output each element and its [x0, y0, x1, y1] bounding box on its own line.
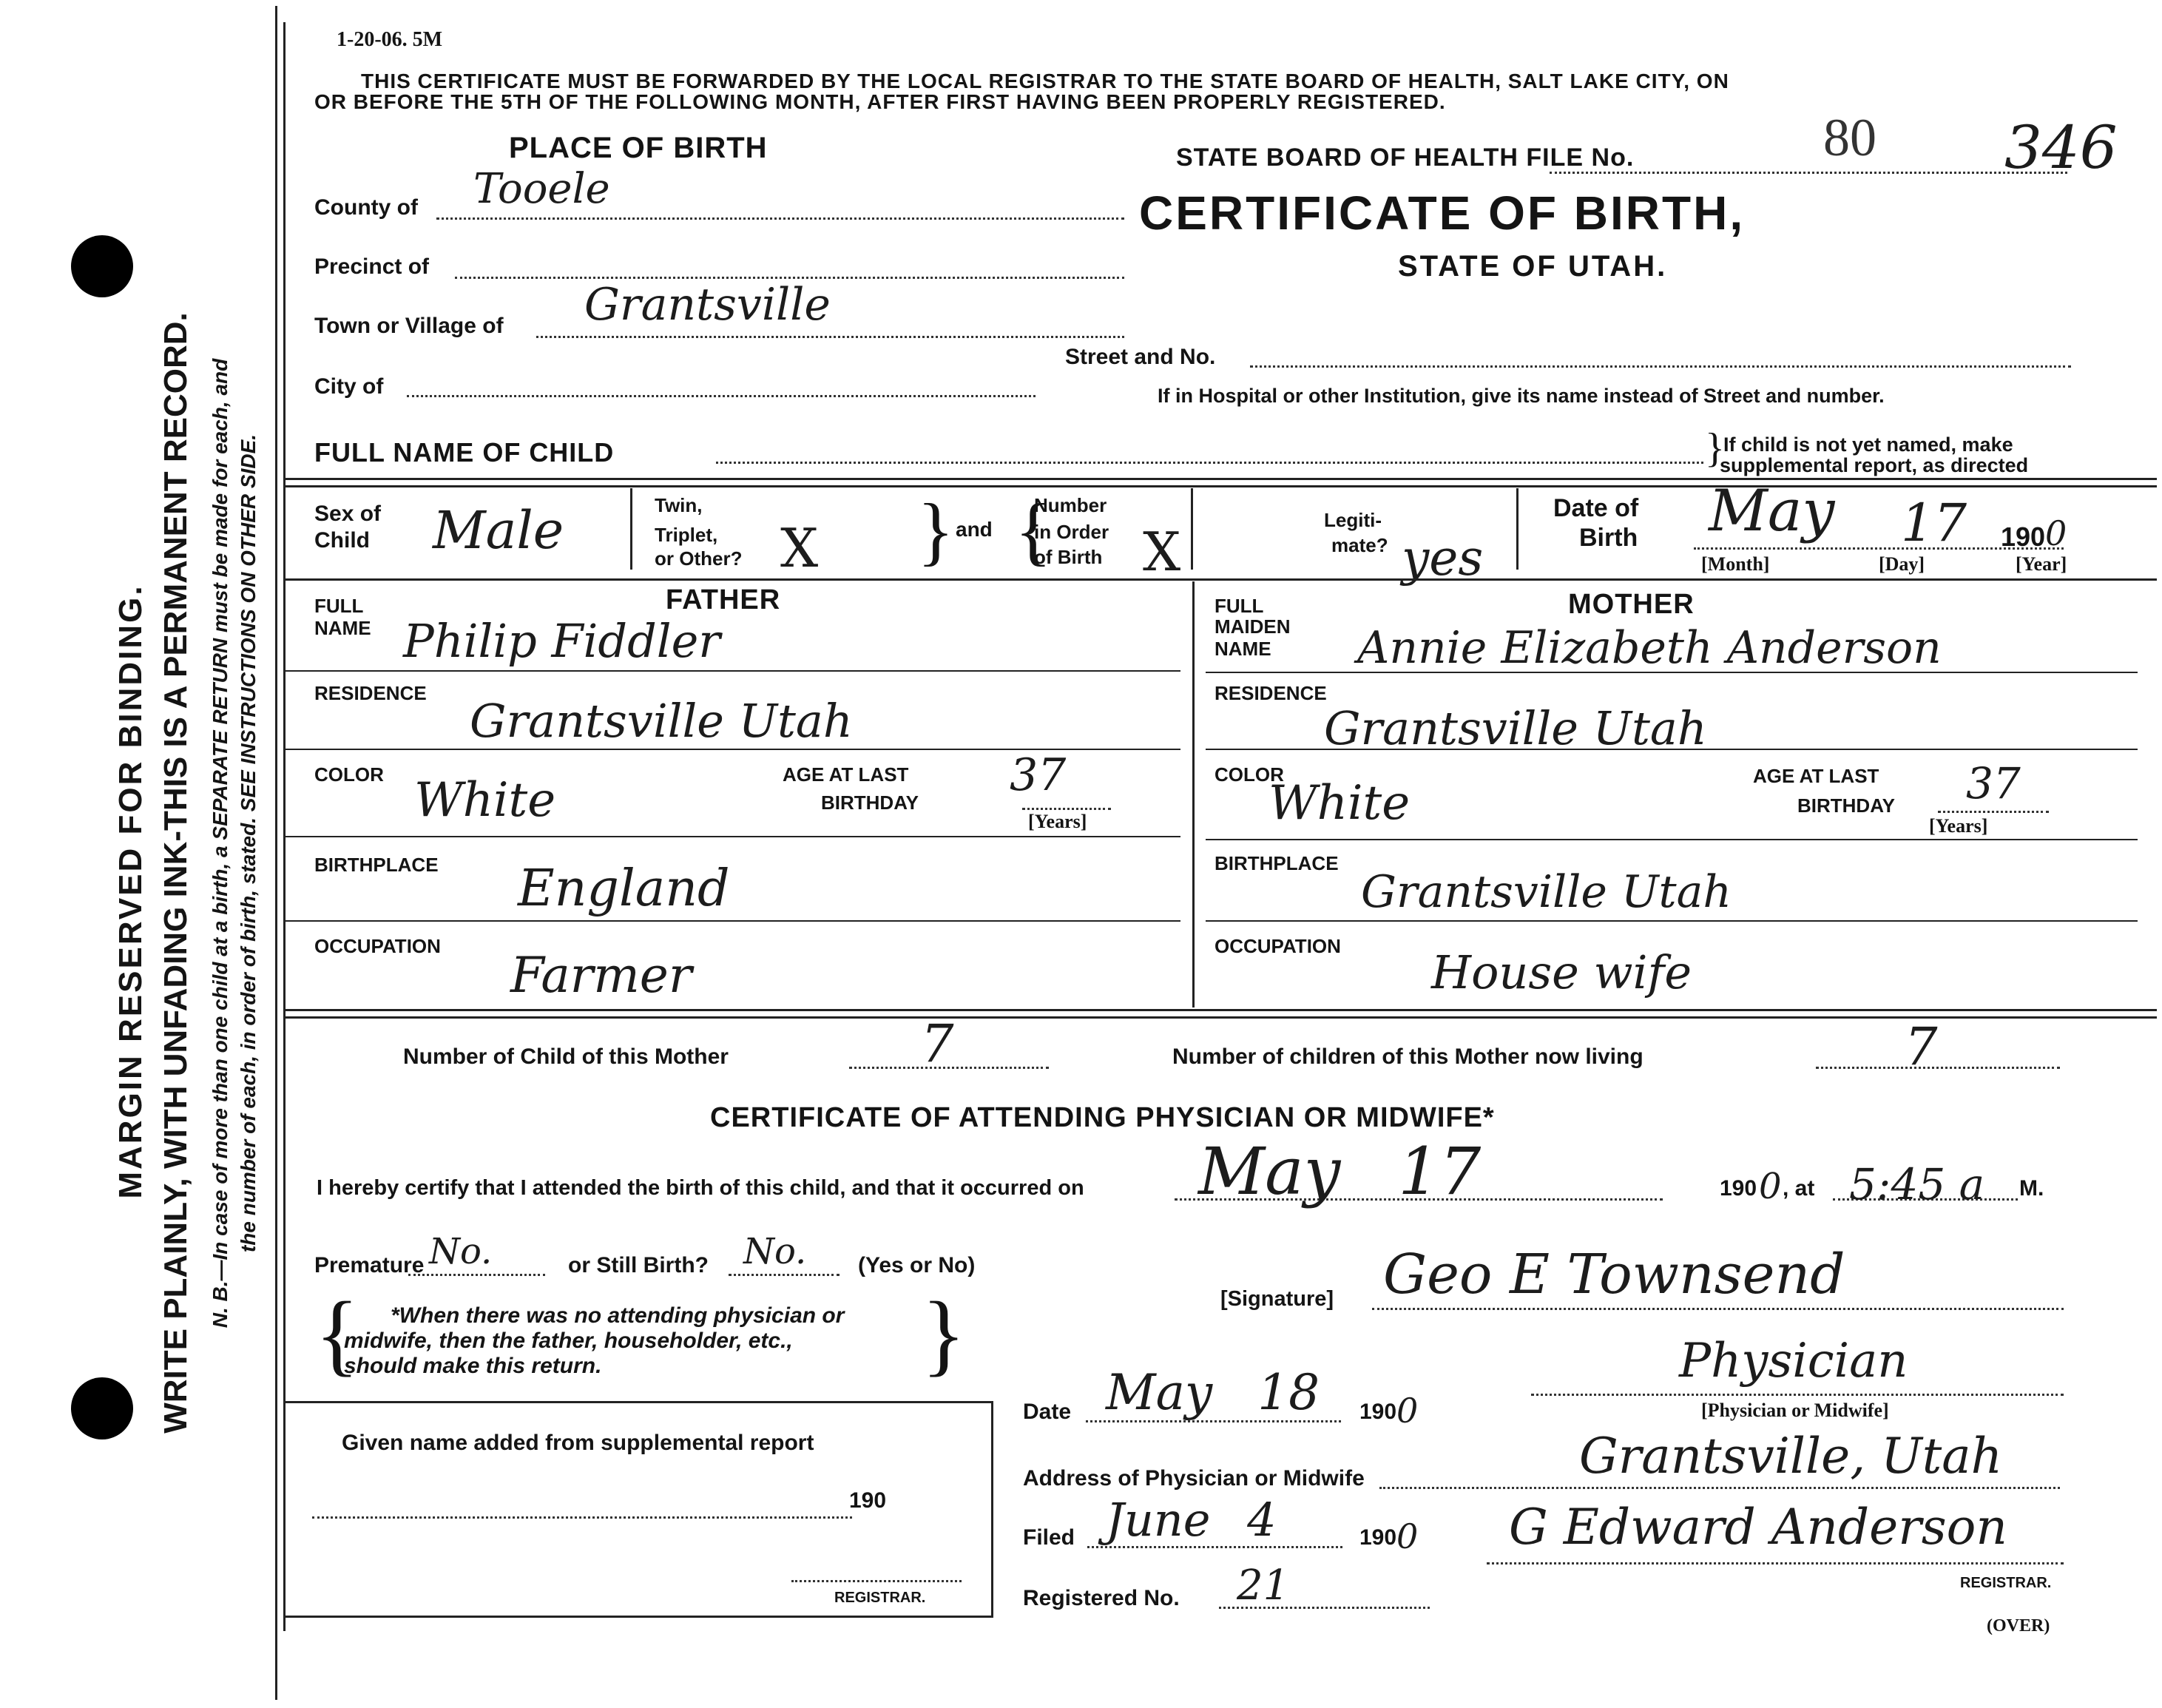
header-instruction-2: OR BEFORE THE 5TH OF THE FOLLOWING MONTH, AFTER FIRST HAVING BEEN PROPERLY REGISTERED. [314, 90, 1446, 113]
signature-value: Geo E Townsend [1383, 1243, 1845, 1306]
supplemental-label: Given name added from supplemental report [342, 1431, 814, 1455]
supplemental-box-bottom [286, 1616, 993, 1618]
mother-years-caption: [Years] [1929, 815, 1988, 837]
father-color-rule [286, 836, 1180, 837]
mother-birthplace-value: Grantsville Utah [1361, 866, 1732, 918]
mother-name-rule [1206, 672, 2138, 673]
county-label: County of [314, 195, 418, 220]
legit-label-1: Legiti- [1324, 509, 1382, 531]
mother-heading: MOTHER [1568, 589, 1695, 620]
binding-hole-top [71, 235, 133, 297]
father-heading: FATHER [666, 584, 781, 615]
occurred-year-hand: 0 [1759, 1166, 1782, 1207]
note-line-1: *When there was no attending physician or [391, 1303, 845, 1328]
at-label: , at [1783, 1176, 1815, 1201]
mother-occupation-value: House wife [1431, 945, 1692, 999]
father-birthplace-value: England [518, 860, 730, 918]
father-birthplace-label: BIRTHPLACE [314, 854, 439, 876]
registrar-label: REGISTRAR. [1960, 1575, 2052, 1591]
city-line [407, 395, 1036, 397]
twin-label-1: Twin, [655, 494, 703, 516]
number-label-2: in Order [1034, 521, 1109, 543]
twin-label-3: or Other? [655, 547, 743, 570]
full-name-label: FULL NAME OF CHILD [314, 437, 615, 467]
father-residence-value: Grantsville Utah [470, 694, 853, 748]
filed-year-hand: 0 [1396, 1516, 1419, 1556]
sex-value: Male [433, 500, 564, 561]
supplemental-name-line [312, 1516, 852, 1519]
year-caption: [Year] [2016, 553, 2067, 575]
note-brace-right: } [922, 1283, 966, 1385]
twin-value: X [780, 517, 819, 579]
physician-title-line [1531, 1394, 2064, 1396]
father-age-label-1: AGE AT LAST [783, 763, 909, 786]
nb-note-line1: N. B.—In case of more than one child at a birth, a SEPARATE RETURN must be made for each, and [209, 358, 232, 1329]
yes-or-no: (Yes or No) [858, 1253, 976, 1277]
sex-label-2: Child [314, 528, 370, 553]
signed-year-printed: 190 [1359, 1400, 1397, 1424]
father-name-rule [286, 670, 1180, 672]
father-name-label-2: NAME [314, 617, 371, 639]
place-of-birth-heading: PLACE OF BIRTH [509, 132, 768, 164]
county-value: Tooele [473, 165, 610, 213]
address-value: Grantsville, Utah [1579, 1428, 2003, 1485]
and-label: and [956, 518, 993, 541]
father-age-label-2: BIRTHDAY [821, 791, 919, 814]
father-color-label: COLOR [314, 763, 384, 786]
number-label-1: Number [1034, 494, 1107, 516]
twin-brace: } [917, 488, 954, 573]
mother-name-label-3: NAME [1215, 638, 1271, 660]
father-years-caption: [Years] [1028, 811, 1087, 832]
binding-hole-bottom [71, 1377, 133, 1439]
father-age-line [1022, 808, 1111, 810]
file-no-line [1550, 172, 2067, 174]
street-line [1250, 365, 2071, 368]
nb-note-line2: the number of each, in order of birth, stated. SEE INSTRUCTIONS ON OTHER SIDE. [237, 433, 260, 1253]
city-label: City of [314, 374, 384, 399]
dob-year-printed: 190 [2001, 521, 2046, 552]
form-code: 1-20-06. 5M [337, 28, 443, 51]
sep-sex [630, 488, 632, 570]
occurred-year-printed: 190 [1720, 1176, 1757, 1201]
signed-date-label: Date [1023, 1400, 1072, 1424]
twin-label-2: Triplet, [655, 524, 718, 546]
father-residence-label: RESIDENCE [314, 682, 427, 704]
physician-title-value: Physician [1679, 1334, 1908, 1388]
street-label: Street and No. [1065, 345, 1216, 369]
supplemental-registrar-label: REGISTRAR. [834, 1590, 926, 1606]
father-occupation-label: OCCUPATION [314, 935, 441, 957]
filed-year-printed: 190 [1359, 1525, 1397, 1550]
supplemental-box-right [991, 1401, 993, 1616]
registered-value: 21 [1237, 1562, 1290, 1610]
day-caption: [Day] [1879, 553, 1925, 575]
stillbirth-line [729, 1274, 840, 1276]
mother-name-value: Annie Elizabeth Anderson [1357, 622, 1942, 674]
file-no-handwritten: 346 [2004, 113, 2118, 182]
father-name-label-1: FULL [314, 595, 364, 617]
filed-value: June 4 [1106, 1493, 1277, 1547]
mother-age-label-1: AGE AT LAST [1753, 765, 1879, 787]
mother-age-line [1938, 811, 2049, 813]
registered-label: Registered No. [1023, 1586, 1180, 1610]
rule-below-name-2 [286, 485, 2157, 487]
mother-birthplace-rule [1206, 920, 2138, 922]
header-instruction-1: THIS CERTIFICATE MUST BE FORWARDED BY THE LOCAL REGISTRAR TO THE STATE BOARD OF HEALTH, SALT LAKE CITY, ON [361, 70, 1729, 92]
mother-residence-value: Grantsville Utah [1324, 701, 1707, 755]
address-label: Address of Physician or Midwife [1023, 1466, 1365, 1491]
address-line [1379, 1487, 2060, 1489]
children-living-label: Number of children of this Mother now living [1172, 1044, 1644, 1069]
mother-occupation-label: OCCUPATION [1215, 935, 1341, 957]
signature-label: [Signature] [1220, 1287, 1334, 1311]
mother-age-label-2: BIRTHDAY [1797, 794, 1895, 817]
occurred-date-value: May 17 [1198, 1133, 1482, 1209]
write-plainly-text: WRITE PLAINLY, WITH UNFADING INK-THIS IS A PERMANENT RECORD. [158, 312, 194, 1434]
physician-title-caption: [Physician or Midwife] [1701, 1400, 1889, 1421]
signed-date-value: May 18 [1106, 1364, 1320, 1421]
margin-reserved-text: MARGIN RESERVED FOR BINDING. [112, 584, 149, 1199]
mother-residence-label: RESIDENCE [1215, 682, 1327, 704]
dob-year-hand: 0 [2045, 513, 2067, 553]
full-name-note-1: If child is not yet named, make [1723, 433, 2013, 456]
number-value: X [1143, 521, 1181, 583]
certify-text: I hereby certify that I attended the birth of this child, and that it occurred on [317, 1176, 1084, 1200]
town-label: Town or Village of [314, 314, 504, 338]
children-living-value: 7 [1905, 1016, 1938, 1077]
registrar-signature: G Edward Anderson [1509, 1499, 2007, 1556]
father-color-value: White [414, 773, 556, 828]
number-brace: { [1015, 488, 1052, 573]
child-number-label: Number of Child of this Mother [403, 1044, 729, 1069]
premature-value: No. [429, 1231, 493, 1272]
full-name-brace: } [1705, 425, 1725, 471]
premature-label: Premature [314, 1253, 425, 1277]
rule-below-child [286, 578, 2157, 581]
mother-color-label: COLOR [1215, 763, 1284, 786]
certificate-title: CERTIFICATE OF BIRTH, [1139, 186, 1746, 240]
rule-below-parents-2 [286, 1016, 2157, 1019]
father-name-value: Philip Fiddler [403, 614, 720, 668]
parents-divider [1192, 581, 1195, 1007]
signed-year-hand: 0 [1396, 1391, 1419, 1431]
mother-birthplace-label: BIRTHPLACE [1215, 852, 1339, 874]
dob-label-2: Birth [1579, 524, 1638, 552]
month-caption: [Month] [1701, 553, 1770, 575]
child-number-value: 7 [921, 1013, 954, 1074]
filed-label: Filed [1023, 1525, 1075, 1550]
file-no-stamp: 80 [1823, 108, 1876, 167]
mother-color-value: White [1269, 776, 1411, 831]
note-line-2: midwife, then the father, householder, etc., [344, 1329, 793, 1353]
premature-line [408, 1274, 545, 1276]
mother-name-label-2: MAIDEN [1215, 615, 1291, 638]
sep-number [1191, 488, 1193, 570]
supplemental-year: 190 [849, 1488, 887, 1513]
rule-below-name-1 [286, 478, 2157, 480]
stillbirth-value: No. [743, 1231, 807, 1272]
town-line [536, 336, 1124, 338]
legit-value: yes [1402, 530, 1484, 587]
time-value: 5:45 a [1849, 1159, 1985, 1209]
note-brace-left: { [315, 1283, 359, 1385]
mother-residence-rule [1206, 749, 2138, 750]
rule-below-parents-1 [286, 1009, 2157, 1011]
father-birthplace-rule [286, 920, 1180, 922]
mother-name-label-1: FULL [1215, 595, 1264, 617]
full-name-note-2: supplemental report, as directed [1720, 454, 2029, 476]
margin-rule [275, 6, 277, 1700]
m-label: M. [2019, 1176, 2044, 1201]
town-value: Grantsville [584, 279, 831, 331]
stillbirth-label: or Still Birth? [568, 1253, 709, 1277]
certificate-subtitle: STATE OF UTAH. [1398, 250, 1668, 283]
file-no-label: STATE BOARD OF HEALTH FILE No. [1176, 144, 1635, 172]
form-left-border [283, 22, 286, 1631]
dob-month: May [1709, 478, 1835, 544]
number-label-3: of Birth [1034, 546, 1103, 568]
mother-color-rule [1206, 839, 2138, 840]
father-occupation-value: Farmer [510, 947, 692, 1004]
precinct-label: Precinct of [314, 254, 430, 279]
sep-legit [1516, 488, 1519, 570]
county-line [436, 217, 1124, 220]
sex-label-1: Sex of [314, 502, 382, 526]
note-line-3: should make this return. [344, 1354, 602, 1378]
hospital-note: If in Hospital or other Institution, give its name instead of Street and number. [1158, 385, 1885, 407]
supplemental-box-top [286, 1401, 992, 1403]
over-label: (OVER) [1987, 1616, 2050, 1636]
dob-label-1: Date of [1553, 494, 1639, 522]
legit-label-2: mate? [1331, 534, 1388, 556]
signature-line [1372, 1308, 2064, 1310]
physician-heading: CERTIFICATE OF ATTENDING PHYSICIAN OR MIDWIFE* [710, 1102, 1495, 1133]
registrar-line [1487, 1562, 2064, 1564]
full-name-line [716, 462, 1703, 464]
dob-day: 17 [1901, 493, 1967, 553]
father-age-value: 37 [1010, 749, 1067, 801]
children-living-line [1816, 1067, 2060, 1069]
supplemental-registrar-line [791, 1580, 962, 1582]
mother-age-value: 37 [1966, 758, 2021, 809]
